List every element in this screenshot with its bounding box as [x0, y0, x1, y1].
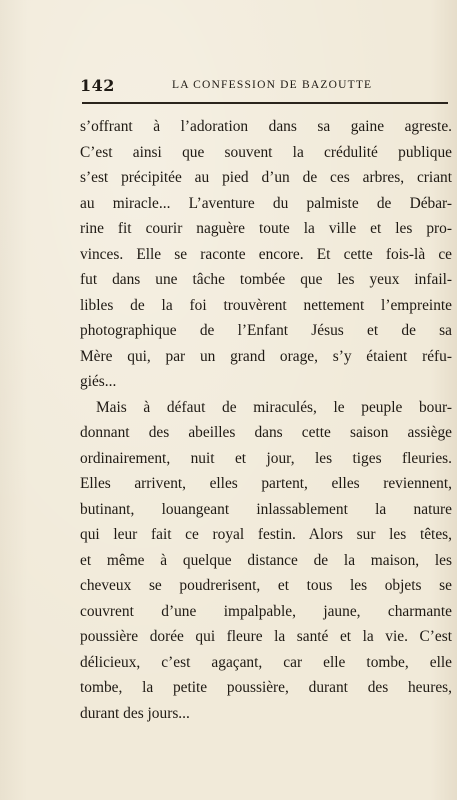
text-line: Mais à défaut de miraculés, le peuple bour- — [96, 398, 452, 416]
text-line: durant des jours... — [80, 704, 190, 722]
text-line: couvrent d’une impalpable, jaune, charmante — [80, 602, 452, 620]
page-header — [80, 76, 452, 98]
text-line: au miracle... L’aventure du palmiste de Débar- — [80, 194, 452, 212]
text-line: cheveux se poudrerisent, et tous les objets se — [80, 577, 452, 594]
text-line: rine fit courir naguère toute la ville et les pro- — [80, 220, 452, 237]
paragraph — [80, 114, 452, 395]
text-line: ordinairement, nuit et jour, les tiges fleuries. — [80, 449, 452, 467]
text-line: poussière dorée qui fleure la santé et la vie. C’est — [80, 628, 452, 645]
text-line: Mère qui, par un grand orage, s’y étaient réfu- — [80, 347, 452, 365]
text-line: s’offrant à l’adoration dans sa gaine agreste. — [80, 118, 452, 135]
text-line: Elles arrivent, elles partent, elles reviennent, — [80, 475, 452, 492]
text-line: donnant des abeilles dans cette saison assiège — [80, 424, 452, 441]
text-line: C’est ainsi que souvent la crédulité publique — [80, 143, 452, 161]
body-text — [80, 114, 452, 726]
text-line: et même à quelque distance de la maison, les — [80, 551, 452, 569]
header-rule — [82, 102, 448, 104]
text-line: fut dans une tâche tombée que les yeux infail- — [80, 271, 452, 288]
text-line: vinces. Elle se raconte encore. Et cette fois-là ce — [80, 245, 452, 263]
text-line: délicieux, c’est agaçant, car elle tombe, elle — [80, 653, 452, 671]
text-line: qui leur fait ce royal festin. Alors sur les têtes, — [80, 526, 452, 543]
paragraph — [80, 395, 452, 727]
running-title: LA CONFESSION DE BAZOUTTE — [172, 79, 373, 91]
text-line: tombe, la petite poussière, durant des heures, — [80, 679, 452, 696]
text-line: libles de la foi trouvèrent nettement l’empreinte — [80, 296, 452, 314]
page-number: 142 — [80, 76, 115, 95]
text-line: giés... — [80, 373, 117, 390]
text-line: butinant, louangeant inlassablement la nature — [80, 500, 452, 518]
text-line: photographique de l’Enfant Jésus et de sa — [80, 322, 452, 339]
text-line: s’est précipitée au pied d’un de ces arbres, criant — [80, 169, 452, 186]
